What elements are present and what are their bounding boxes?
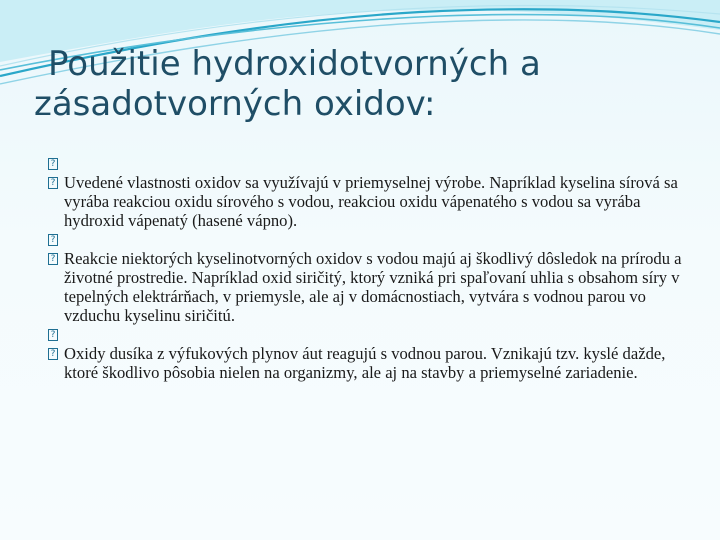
bullet-marker-icon: ?: [48, 329, 58, 341]
bullet-item-empty: [48, 325, 688, 344]
bullet-marker-icon: ?: [48, 348, 58, 360]
bullet-item: [48, 249, 688, 325]
bullet-text: Uvedené vlastnosti oxidov sa využívajú v priemyselnej výrobe. Napríklad kyselina sírová sa vyrába reakciou oxidu sírového s vodou, reakciou oxidu vápenatého s vodou sa vyrába hydroxid vápenatý (hasené vápno).: [64, 173, 678, 230]
bullet-text: Reakcie niektorých kyselinotvorných oxidov s vodou majú aj škodlivý dôsledok na prírodu a životné prostredie. Napríklad oxid siričitý, ktorý vzniká pri spaľovaní uhlia s obsahom síry v tepelných elektrárňach, v priemysle, ale aj v domácnostiach, vytvára s vodnou parou vo vzduchu kyselinu siričitú.: [64, 249, 682, 325]
bullet-item-empty: [48, 154, 688, 173]
title-line-1: Použitie hydroxidotvorných a: [48, 44, 541, 84]
bullet-marker-icon: ?: [48, 253, 58, 265]
bullet-marker-icon: ?: [48, 177, 58, 189]
bullet-list: [48, 154, 688, 382]
bullet-item: [48, 344, 688, 382]
bullet-text: Oxidy dusíka z výfukových plynov áut reagujú s vodnou parou. Vznikajú tzv. kyslé dažde, ktoré škodlivo pôsobia nielen na organizmy, ale aj na stavby a priemyselné zariadenie.: [64, 344, 666, 382]
slide-title: [34, 44, 674, 124]
bullet-marker-icon: ?: [48, 234, 58, 246]
bullet-item-empty: [48, 230, 688, 249]
bullet-marker-icon: ?: [48, 158, 58, 170]
title-line-2: zásadotvorných oxidov:: [34, 84, 436, 124]
bullet-item: [48, 173, 688, 230]
